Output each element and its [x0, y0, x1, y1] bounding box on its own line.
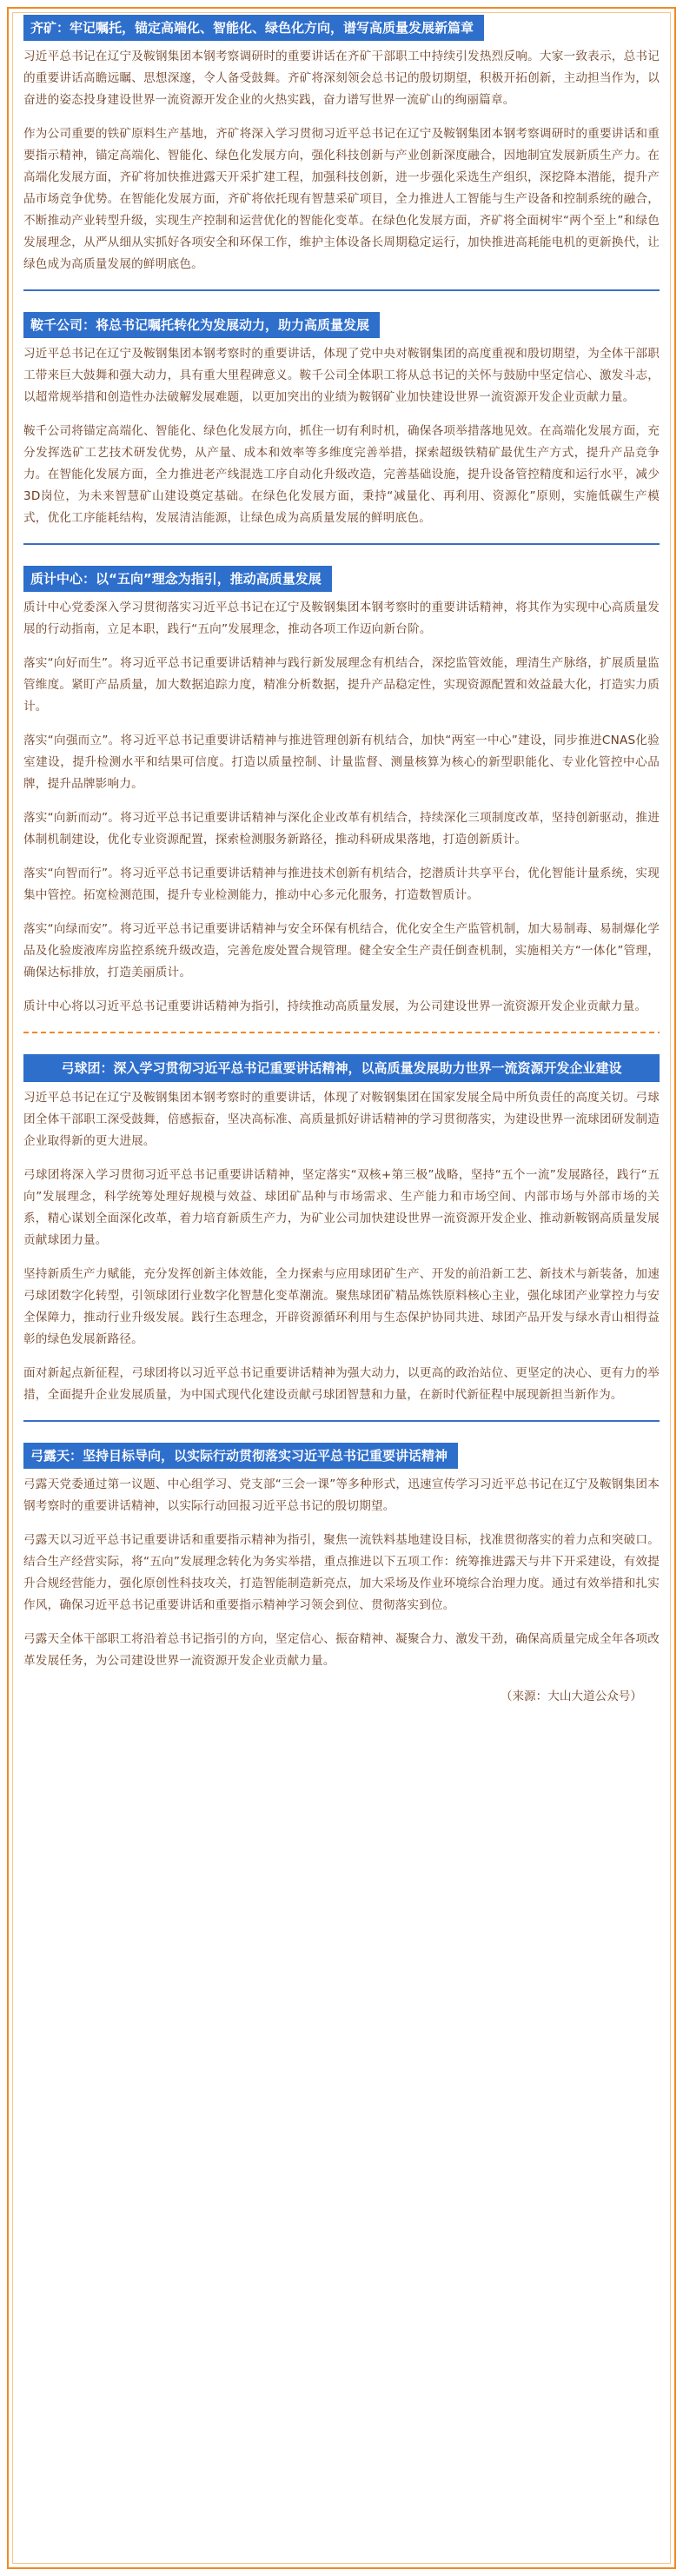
- paragraph: 弓露天党委通过第一议题、中心组学习、党支部“三会一课”等多种形式，迅速宣传学习习近平总书记在辽宁及鞍钢集团本钢考察时的重要讲话精神，以实际行动回报习近平总书记的殷切期望。: [23, 1477, 660, 1513]
- section-title: 弓露天：坚持目标导向，以实际行动贯彻落实习近平总书记重要讲话精神: [23, 1443, 458, 1469]
- section-divider: [23, 543, 660, 545]
- paragraph: 坚持新质生产力赋能，充分发挥创新主体效能，全力探索与应用球团矿生产、开发的前沿新工艺、新技术与新装备，加速弓球团数字化转型，引领球团行业数字化智慧化变革潮流。聚焦球团矿精品炼铁原料核心主业，强化球团产业掌控力与安全保障力，推动行业升级发展。践行生态理念，开辟资源循环利用与生态保护协同共进、球团产品开发与绿水青山相得益彰的绿色发展新路径。: [23, 1267, 660, 1346]
- source-credit: （来源：大山大道公众号）: [500, 1690, 642, 1703]
- paragraph: 落实“向新而动”。将习近平总书记重要讲话精神与深化企业改革有机结合，持续深化三项制度改革，坚持创新驱动，推进体制机制建设，优化专业资源配置，探索检测服务新路径，推动科研成果落地，打造创新质计。: [23, 811, 660, 846]
- section-qikuang: [13, 13, 670, 291]
- paragraph: 面对新起点新征程，弓球团将以习近平总书记重要讲话精神为强大动力，以更高的政治站位、更坚定的决心、更有力的举措，全面提升企业发展质量，为中国式现代化建设贡献弓球团智慧和力量，在新时代新征程中展现新担当新作为。: [23, 1366, 660, 1402]
- paragraph: 作为公司重要的铁矿原料生产基地，齐矿将深入学习贯彻习近平总书记在辽宁及鞍钢集团本钢考察调研时的重要讲话和重要指示精神，锚定高端化、智能化、绿色化发展方向，强化科技创新与产业创新深度融合，因地制宜发展新质生产力。在高端化发展方面，齐矿将加快推进露天开采扩建工程，加强科技创新，进一步强化采选生产组织，深挖降本潜能，提升产品市场竞争优势。在智能化发展方面，齐矿将依托现有智慧采矿项目，全力推进人工智能与生产设备和控制系统的融合，不断推动产业转型升级，实现生产控制和运营优化的智能化变革。在绿色化发展方面，齐矿将全面树牢“两个至上”和绿色发展理念，从严从细从实抓好各项安全和环保工作，维护主体设备长周期稳定运行，加快推进高耗能电机的更新换代，让绿色成为高质量发展的鲜明底色。: [23, 127, 660, 271]
- paragraph: 弓球团将深入学习贯彻习近平总书记重要讲话精神，坚定落实“双核+第三极”战略，坚持“五个一流”发展路径，践行“五向”发展理念，科学统筹处理好规模与效益、球团矿品种与市场需求、生产能力和市场空间、内部市场与外部市场的关系，精心谋划全面深化改革，着力培育新质生产力，为矿业公司加快建设世界一流资源开发企业、推动新鞍钢高质量发展贡献球团力量。: [23, 1168, 660, 1247]
- section-anqian: [13, 312, 670, 545]
- paragraph: 落实“向绿而安”。将习近平总书记重要讲话精神与安全环保有机结合，优化安全生产监管机制，加大易制毒、易制爆化学品及化验废液库房监控系统升级改造，完善危废处置合规管理。健全安全生产责任倒查机制，实施相关方“一体化”管理，确保达标排放，打造美丽质计。: [23, 922, 660, 979]
- paragraph: 习近平总书记在辽宁及鞍钢集团本钢考察时的重要讲话，体现了对鞍钢集团在国家发展全局中所负责任的高度关切。弓球团全体干部职工深受鼓舞，倍感振奋，坚决高标准、高质量抓好讲话精神的学习贯彻落实，为建设世界一流球团研发制造企业取得新的更大进展。: [23, 1091, 660, 1148]
- article-body: [12, 12, 671, 2564]
- article-frame: [7, 7, 676, 2569]
- paragraph: 弓露天全体干部职工将沿着总书记指引的方向，坚定信心、振奋精神、凝聚合力、激发干劲，确保高质量完成全年各项改革发展任务，为公司建设世界一流资源开发企业贡献力量。: [23, 1632, 660, 1668]
- section-divider: [23, 1032, 660, 1033]
- section-title: 弓球团：深入学习贯彻习近平总书记重要讲话精神，以高质量发展助力世界一流资源开发企业建设: [23, 1054, 660, 1082]
- paragraph: 落实“向好而生”。将习近平总书记重要讲话精神与践行新发展理念有机结合，深挖监管效能，理清生产脉络，扩展质量监管维度。紧盯产品质量，加大数据追踪力度，精准分析数据，提升产品稳定性，实现资源配置和效益最大化，打造实力质计。: [23, 656, 660, 714]
- paragraph: 习近平总书记在辽宁及鞍钢集团本钢考察时的重要讲话，体现了党中央对鞍钢集团的高度重视和殷切期望，为全体干部职工带来巨大鼓舞和强大动力，具有重大里程碑意义。鞍千公司全体职工将从总书记的关怀与鼓励中坚定信心、激发斗志，以超常规举措和创造性办法破解发展难题，以更加突出的业绩为鞍钢矿业加快建设世界一流资源开发企业贡献力量。: [23, 347, 660, 404]
- section-gongqiutuan: [13, 1054, 670, 1422]
- section-title: 齐矿：牢记嘱托，锚定高端化、智能化、绿色化方向，谱写高质量发展新篇章: [23, 15, 484, 41]
- paragraph: 习近平总书记在辽宁及鞍钢集团本钢考察调研时的重要讲话在齐矿干部职工中持续引发热烈反响。大家一致表示，总书记的重要讲话高瞻远瞩、思想深邃，令人备受鼓舞。齐矿将深刻领会总书记的殷切期望，积极开拓创新，主动担当作为，以奋进的姿态投身建设世界一流资源开发企业的火热实践，奋力谱写世界一流矿山的绚丽篇章。: [23, 50, 660, 107]
- paragraph: 落实“向强而立”。将习近平总书记重要讲话精神与推进管理创新有机结合，加快“两室一中心”建设，同步推进CNAS化验室建设，提升检测水平和结果可信度。打造以质量控制、计量监督、测量核算为核心的新型职能化、专业化管控中心品牌，提升品牌影响力。: [23, 734, 660, 791]
- paragraph: 质计中心将以习近平总书记重要讲话精神为指引，持续推动高质量发展，为公司建设世界一流资源开发企业贡献力量。: [23, 999, 647, 1013]
- section-divider: [23, 289, 660, 291]
- paragraph: 弓露天以习近平总书记重要讲话和重要指示精神为指引，聚焦一流铁料基地建设目标，找准贯彻落实的着力点和突破口。结合生产经营实际，将“五向”发展理念转化为务实举措，重点推进以下五项工作：统筹推进露天与井下开采建设，有效提升合规经营能力，强化原创性科技攻关，打造智能制造新亮点，加大采场及作业环境综合治理力度。通过有效举措和扎实作风，确保习近平总书记重要讲话和重要指示精神学习领会到位、贯彻落实到位。: [23, 1533, 660, 1612]
- section-zhiji: [13, 566, 670, 1033]
- section-gongloutian: [13, 1443, 670, 1703]
- section-title: 质计中心：以“五向”理念为指引，推动高质量发展: [23, 566, 332, 592]
- paragraph: 质计中心党委深入学习贯彻落实习近平总书记在辽宁及鞍钢集团本钢考察时的重要讲话精神，将其作为实现中心高质量发展的行动指南，立足本职，践行“五向”发展理念，推动各项工作迈向新台阶。: [23, 601, 660, 636]
- section-divider: [23, 1420, 660, 1422]
- paragraph: 鞍千公司将锚定高端化、智能化、绿色化发展方向，抓住一切有利时机，确保各项举措落地见效。在高端化发展方面，充分发挥选矿工艺技术研发优势，从产量、成本和效率等多维度完善举措，探索超级铁精矿最优生产方式，提升产品竞争力。在智能化发展方面，全力推进老产线混选工序自动化升级改造，完善基础设施，提升设备管控精度和运行水平，减少3D岗位，为未来智慧矿山建设奠定基础。在绿色化发展方面，秉持“减量化、再利用、资源化”原则，实施低碳生产模式，优化工序能耗结构，发展清洁能源，让绿色成为高质量发展的鲜明底色。: [23, 424, 660, 525]
- section-title: 鞍千公司：将总书记嘱托转化为发展动力，助力高质量发展: [23, 312, 380, 338]
- paragraph: 落实“向智而行”。将习近平总书记重要讲话精神与推进技术创新有机结合，挖潜质计共享平台，优化智能计量系统，实现集中管控。拓宽检测范围，提升专业检测能力，推动中心多元化服务，打造数智质计。: [23, 866, 660, 902]
